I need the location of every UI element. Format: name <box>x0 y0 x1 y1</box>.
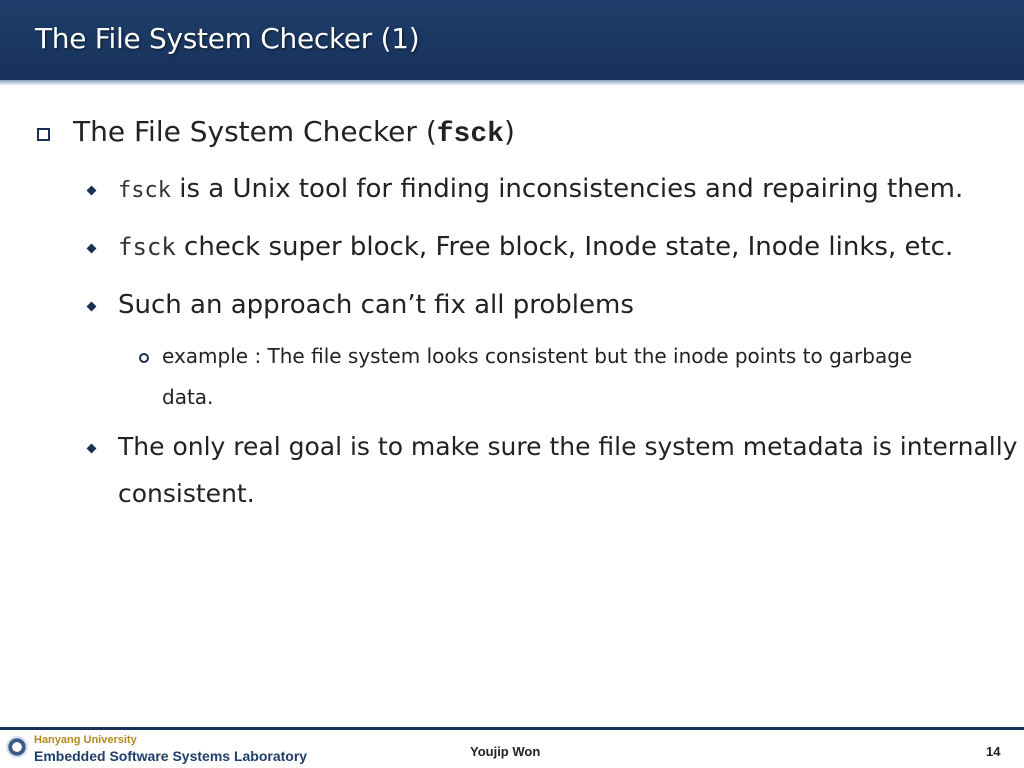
sub-item-line-1: example : The file system looks consistent but the inode points to garbage <box>162 344 913 368</box>
university-seal-icon <box>6 736 28 758</box>
bullet-item-1-code: fsck <box>118 178 171 203</box>
diamond-bullet-icon <box>87 244 97 254</box>
slide-title: The File System Checker (1) <box>35 22 420 55</box>
main-bullet-prefix: The File System Checker ( <box>73 115 437 148</box>
main-bullet-text <box>73 115 515 150</box>
main-bullet-suffix: ) <box>503 115 515 148</box>
bullet-item-4-line-1: The only real goal is to make sure the file system metadata is internally <box>118 432 1018 461</box>
circle-bullet-icon <box>139 353 149 363</box>
diamond-bullet-icon <box>87 444 97 454</box>
square-bullet-icon <box>37 128 50 141</box>
bullet-item-2-code: fsck <box>118 233 176 261</box>
main-bullet-code: fsck <box>436 119 504 150</box>
bullet-item-1-text: is a Unix tool for finding inconsistencies and repairing them. <box>170 174 964 204</box>
page-number: 14 <box>986 744 1001 759</box>
bullet-item-3: Such an approach can’t fix all problems <box>118 290 634 320</box>
university-name: Hanyang University <box>34 734 137 746</box>
sub-item-line-2: data. <box>162 385 214 409</box>
bullet-item-2-text: check super block, Free block, Inode state, Inode links, etc. <box>175 232 954 262</box>
diamond-bullet-icon <box>87 186 97 196</box>
author-name: Youjip Won <box>470 744 541 759</box>
bullet-item-2 <box>118 232 953 262</box>
bullet-item-1 <box>118 174 963 204</box>
lab-name: Embedded Software Systems Laboratory <box>34 748 308 764</box>
diamond-bullet-icon <box>87 302 97 312</box>
bullet-item-4-line-2: consistent. <box>118 479 255 508</box>
